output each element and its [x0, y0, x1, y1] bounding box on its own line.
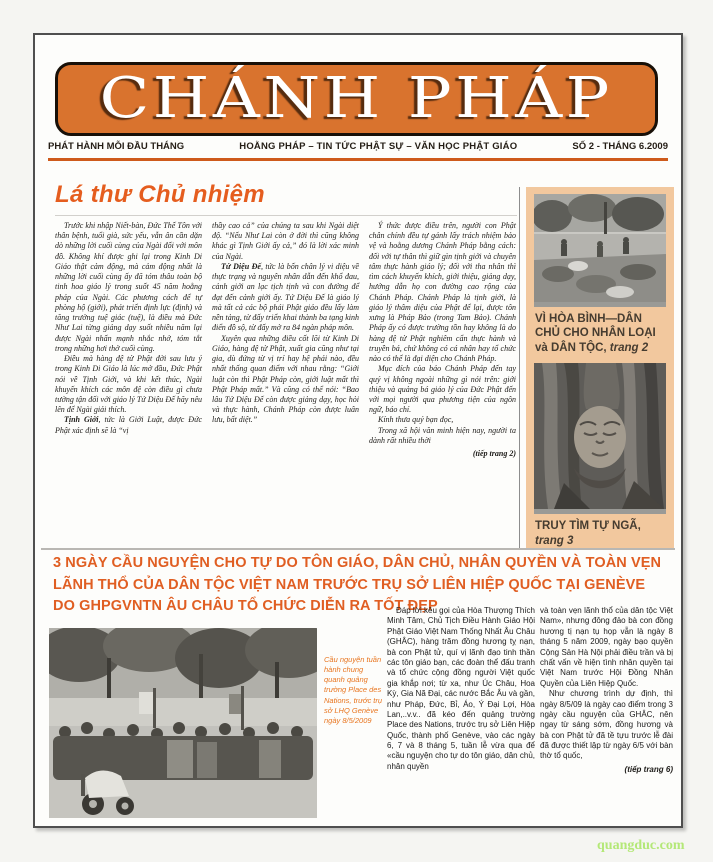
- news-column-2: [540, 606, 673, 775]
- news-continued-note: (tiếp trang 6): [624, 764, 673, 774]
- news-headline-line-2: LÃNH THỔ CỦA DÂN TỘC VIỆT NAM TRƯỚC TRỤ SỞ LIÊN HIỆP QUỐC TẠI GENÈVE: [53, 576, 646, 593]
- buddha-head-photo: [534, 363, 666, 514]
- letter-column-2: thầy cao cả” của chúng ta sau khi Ngài diệt độ. “Nếu Như Lai còn ở đời thì cũng không khác gì Tịnh Giới ấy cả,” đó là lời xác minh của Ngài. Tứ Diệu Đế, tức là bốn chân lý vi diệu về thực trạng và nguyên nhân dẫn đến khổ đau, cảnh giới an lạc tịch tịnh và con đường để đạt đến cảnh giới ấy. Tứ Diệu Đế là giáo lý mà tất cả các bộ phái Phật giáo đều lấy làm nền tảng, từ đấy triển khai thành ba tạng kinh điển đồ sộ, từ đấy mở ra 84 ngàn pháp môn. Xuyên qua những điều cốt lõi từ Kinh Di Giáo, hàng đệ tử Phật, xuất gia cũng như tại gia, dù đứng từ vị trí hay hệ phái nào, đều nhất thống quan điểm với nhau rằng: “Giới luật còn thì Phật Pháp còn, giới luật mất thì Phật Pháp mất.” Và cũng có thể nói: “Bao lâu Tứ Diệu Đế còn được giảng dạy, học hỏi và thực hành, Chánh Pháp còn được luân lưu, bất diệt.”: [212, 221, 360, 425]
- sidebar-article-1-caption: VÌ HÒA BÌNH—DÂN CHỦ CHO NHÂN LOẠI và DÂN TỘC,: [535, 313, 656, 354]
- demonstration-photo-caption: Cầu nguyện tuần hành chung quanh quảng trường Place des Nations, trước trụ sở LHQ Genève ngày 8/5/2009: [324, 655, 383, 725]
- publication-frequency: PHÁT HÀNH MỖI ĐẦU THÁNG: [48, 141, 185, 152]
- masthead-tagline: HOẰNG PHÁP – TIN TỨC PHẬT SỰ – VĂN HỌC PHẬT GIÁO: [239, 141, 518, 152]
- masthead-banner: [55, 62, 658, 136]
- sidebar-divider: [519, 187, 520, 548]
- letter-continued-note: (tiếp trang 2): [472, 449, 516, 459]
- demonstration-photo: [49, 628, 317, 818]
- section-divider: [41, 548, 675, 550]
- peace-rally-photo: [534, 194, 666, 307]
- sidebar-article-2-page: trang 3: [535, 534, 574, 547]
- news-column-2-text: và toàn vẹn lãnh thổ của dân tộc Việt Nam», nhưng đông đảo bà con đồng hương tị nạn tụ họp vẫn là ngày 8 tháng 5 năm 2009, ngày bạo quyền Cộng Sản Hà Nội phải điều trần và bị chất vấn về hiện tình nhân quyền tại Việt Nam trước Hội Đồng Nhân Quyền của Liên Hiệp Quốc. Như chương trình dự định, thì ngày 8/5/09 là ngày cao điểm trong 3 ngày cầu nguyện của GHÂC, nên ngay từ sáng sớm, đồng hương và bà con Phật tử đã tề tựu trước lễ đài đã được thiết lập từ ngày 6/5 với bàn thờ tổ quốc,: [540, 606, 673, 761]
- letter-column-1: Trước khi nhập Niết-bàn, Đức Thế Tôn với thân bệnh, tuổi già, sức yếu, vẫn ân cần dặn dò những lời cuối cùng của Ngài đối với môn đồ. Không khí được ghi lại trong Kinh Di Giáo thật cảm động, mà cảm động nhất là những lời cuối cùng ấy đã tóm thâu toàn bộ tinh hoa giáo lý trong suốt 45 năm hoằng pháp của Ngài. Các phương cách để tự phòng hộ (giới), phát triển định lực (định) và tăng trưởng tuệ giác (tuệ), là điều mà Đức Như Lai từng giảng dạy suốt nhiều năm lại được Ngài nhấn mạnh nhắc nhở, tóm tắt trong những hơi thở cuối cùng. Điều mà hàng đệ tử Phật đời sau lưu ý trong Kinh Di Giáo là lúc mở đầu, Đức Phật nói về Tịnh Giới, và khi kết thúc, Ngài khuyến khích các môn đệ còn điều gì chưa tường tận đối với giáo lý Tứ Diệu Đế hãy nêu lên để Ngài giải thích. Tịnh Giới, tức là Giới Luật, được Đức Phật xác định sẽ là “vị: [55, 221, 202, 435]
- newspaper-title: CHÁNH PHÁP: [99, 66, 614, 131]
- watermark-link[interactable]: quangduc.com: [597, 838, 685, 853]
- news-column-1: Đáp lời kêu gọi của Hòa Thượng Thích Minh Tâm, Chủ Tịch Điều Hành Giáo Hội Phật Giáo Việt Nam Thống Nhất Âu Châu (GHÂC), hàng trăm đồng hương tỵ nạn, bà con Phật tử, quí vị lãnh đạo tinh thần các tôn giáo bạn, các đoàn thể đấu tranh và tổ chức cộng đồng người Việt quốc gia khắp nơi; từ xa, như Úc Châu, Hoa Kỳ, Gia Nã Đại, các nước Bắc Âu và gần, như Pháp, Đức, Bỉ, Áo, Ý Đại Lợi, Hòa Lan,..v.v.. đã kéo đến quảng trường Place des Nations, trước trụ sở Liên Hiệp Quốc, thành phố Genève, vào các ngày 6, 7 và 8 tháng 5, tuần lễ vừa qua để «cầu nguyện cho tự do tôn giáo, dân chủ, nhân quyền: [387, 606, 535, 771]
- letter-heading-underline: [55, 215, 517, 216]
- news-headline-line-3: DO GHPGVNTN ÂU CHÂU TỔ CHỨC DIỄN RA TỐT ĐẸP: [53, 598, 438, 614]
- masthead-info-row: [48, 141, 668, 152]
- sidebar-article-1-page: trang 2: [609, 341, 649, 354]
- issue-number: SỐ 2 - THÁNG 6.2009: [572, 141, 668, 152]
- sidebar-article-1-title: [535, 312, 666, 355]
- news-headline-line-1: 3 NGÀY CẦU NGUYỆN CHO TỰ DO TÔN GIÁO, DÂN CHỦ, NHÂN QUYỀN VÀ TOÀN VẸN: [53, 555, 662, 571]
- masthead-rule: [48, 158, 668, 161]
- letter-body: [55, 221, 517, 551]
- letter-section-heading: Lá thư Chủ nhiệm: [55, 181, 265, 208]
- sidebar-article-2-caption: TRUY TÌM TỰ NGÃ,: [535, 520, 641, 533]
- sidebar: [526, 187, 674, 548]
- letter-column-3-text: Ý thức được điều trên, người con Phật chân chính đều tự gánh lấy trách nhiệm bảo vệ và hoằng dương Chánh Pháp bằng cách: đối với tự thân thì giữ gìn tịnh giới và chuyên tâm thực hành giáo lý; đối với tha nhân thì tìm cách khuyến khích, giới thiệu, giảng dạy, hướng dẫn họ con đường cao rộng của Chánh Pháp. Chánh Pháp là tịnh giới, là giáo lý thâm diệu của Phật để lại, được tôn xưng là Pháp Bảo (trong Tam Bảo). Chánh Pháp ấy có được trường tồn hay không là do hàng đệ tử Phật nghiêm cẩn thực hành và truyền bá, chứ không có cá nhân hay tổ chức nào có thể là đại diện cho Chánh Pháp. Mục đích của báo Chánh Pháp đến tay quý vị không ngoài những gì nói trên: giới thiệu và quảng bá giáo lý của Đức Phật đến với mọi người qua phương tiện của ngôn ngữ, báo chí. Kính thưa quý bạn đọc, Trong xã hội văn minh hiện nay, người ta dành rất nhiều thời: [369, 221, 516, 445]
- newspaper-page: [33, 33, 683, 828]
- letter-column-3: [369, 221, 516, 551]
- sidebar-article-2-title: [535, 519, 666, 548]
